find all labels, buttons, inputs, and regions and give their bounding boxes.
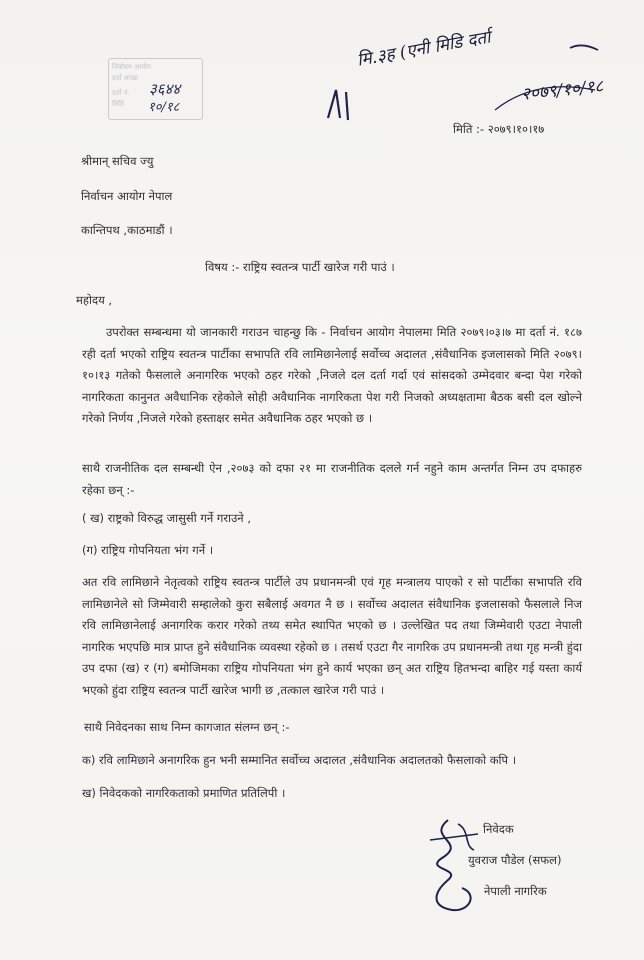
handwritten-date: २०७९/१०/१८ xyxy=(520,76,605,105)
recipient-address: कान्तिपथ ,काठमाडौं । xyxy=(81,223,173,237)
signatory-title: नेपाली नागरिक xyxy=(484,884,547,898)
handwritten-note: मि.३ह (एनी मिडि दर्ता xyxy=(355,27,493,71)
attachment-ka: क) रवि लामिछाने अनागरिक हुन भनी सम्मानित सर्वोच्च अदालत ,संवैधानिक अदालतको फैसलाको कपि । xyxy=(82,753,517,767)
clause-ga: (ग) राष्ट्रिय गोपनियता भंग गर्ने । xyxy=(82,543,214,557)
date-line: मिति :- २०७९।१०।१७ xyxy=(453,122,545,136)
recipient-title: श्रीमान् सचिव ज्यु xyxy=(81,154,154,168)
stamp-number: ३६४४ xyxy=(149,80,181,98)
attachments-intro: साथै निवेदनका साथ निम्न कागजात संलग्न छन् :- xyxy=(84,720,290,734)
attachment-kha: ख) निवेदकको नागरिकताको प्रमाणित प्रतिलिपी । xyxy=(82,786,286,800)
salutation: महोदय , xyxy=(76,293,113,307)
stamp-date: १०/१८ xyxy=(148,100,180,115)
receipt-stamp: निर्वाचन आयोग दर्ता शाखा दर्ता नं. मिति xyxy=(108,58,203,120)
body-paragraph-1: उपरोक्त सम्बन्धमा यो जानकारी गराउन चाहन्छु कि - निर्वाचन आयोग नेपालमा मिति २०७९।०३।७ मा दर्ता नं. १८७ रही दर्ता भएको राष्ट्रिय स्वतन्त्र पार्टीका सभापति रवि लामिछानेलाई सर्वोच्च अदालत ,संवैधानिक इजलासको मिति २०७९।१०।१३ गतेको फैसलाले अनागरिक भएको ठहर गरेको ,निजले दल दर्ता गर्दा एवं सांसदको उम्मेदवार बन्दा पेश गरेको नागरिकता कानुनत अवैधानिक रहेकोले सोही अवैधानिक नागरिकता पेश गरी निजको अध्यक्षतामा बैठक बसी दल खोल्ने गरेको निर्णय ,निजले गरेको हस्ताक्षर समेत अवैधानिक ठहर भएको छ । xyxy=(82,325,582,425)
recipient-office: निर्वाचन आयोग नेपाल xyxy=(81,189,173,203)
body-paragraph-3: अत रवि लामिछाने नेतृत्वको राष्ट्रिय स्वतन्त्र पार्टीले उप प्रधानमन्त्री एवं गृह मन्त्रालय पाएको र सो पार्टीका सभापति रवि लामिछानेले सो जिम्मेवारी सम्हालेको कुरा सबैलाई अवगत नै छ । सर्वोच्च अदालत संवैधानिक इजलासको फैसलाले निज रवि लामिछानेलाई अनागरिक करार गरेको तथ्य समेत स्थापित भएको छ । उल्लेखित पद तथा जिम्मेवारी एउटा नेपाली नागरिक भएपछि मात्र प्राप्त हुने संवैधानिक व्यवस्था रहेको छ । तसर्थ एउटा गैर नागरिक उप प्रधानमन्त्री तथा गृह मन्त्री हुंदा उप दफा (ख) र (ग) बमोजिमका राष्ट्रिय गोपनियता भंग हुने कार्य भएका छन् अत राष्ट्रिय हितभन्दा बाहिर गई यस्ता कार्य भएको हुंदा राष्ट्रिय स्वतन्त्र पार्टी खारेज भागी छ ,तत्काल खारेज गरी पाउं । xyxy=(82,575,582,697)
signature-label: निवेदक xyxy=(483,822,514,836)
body-paragraph-2: साथै राजनीतिक दल सम्बन्धी ऐन ,२०७३ को दफा २१ मा राजनीतिक दलले गर्न नहुने काम अन्तर्गत निम्न उप दफाहरु रहेका छन् :- xyxy=(82,461,582,497)
signatory-name: युवराज पौडेल (सफल) xyxy=(468,853,562,867)
subject-line: विषय :- राष्ट्रिय स्वतन्त्र पार्टी खारेज गरी पाउं । xyxy=(205,260,395,274)
clause-kha: ( ख) राष्ट्रको विरुद्ध जासुसी गर्ने गराउने , xyxy=(82,511,252,525)
